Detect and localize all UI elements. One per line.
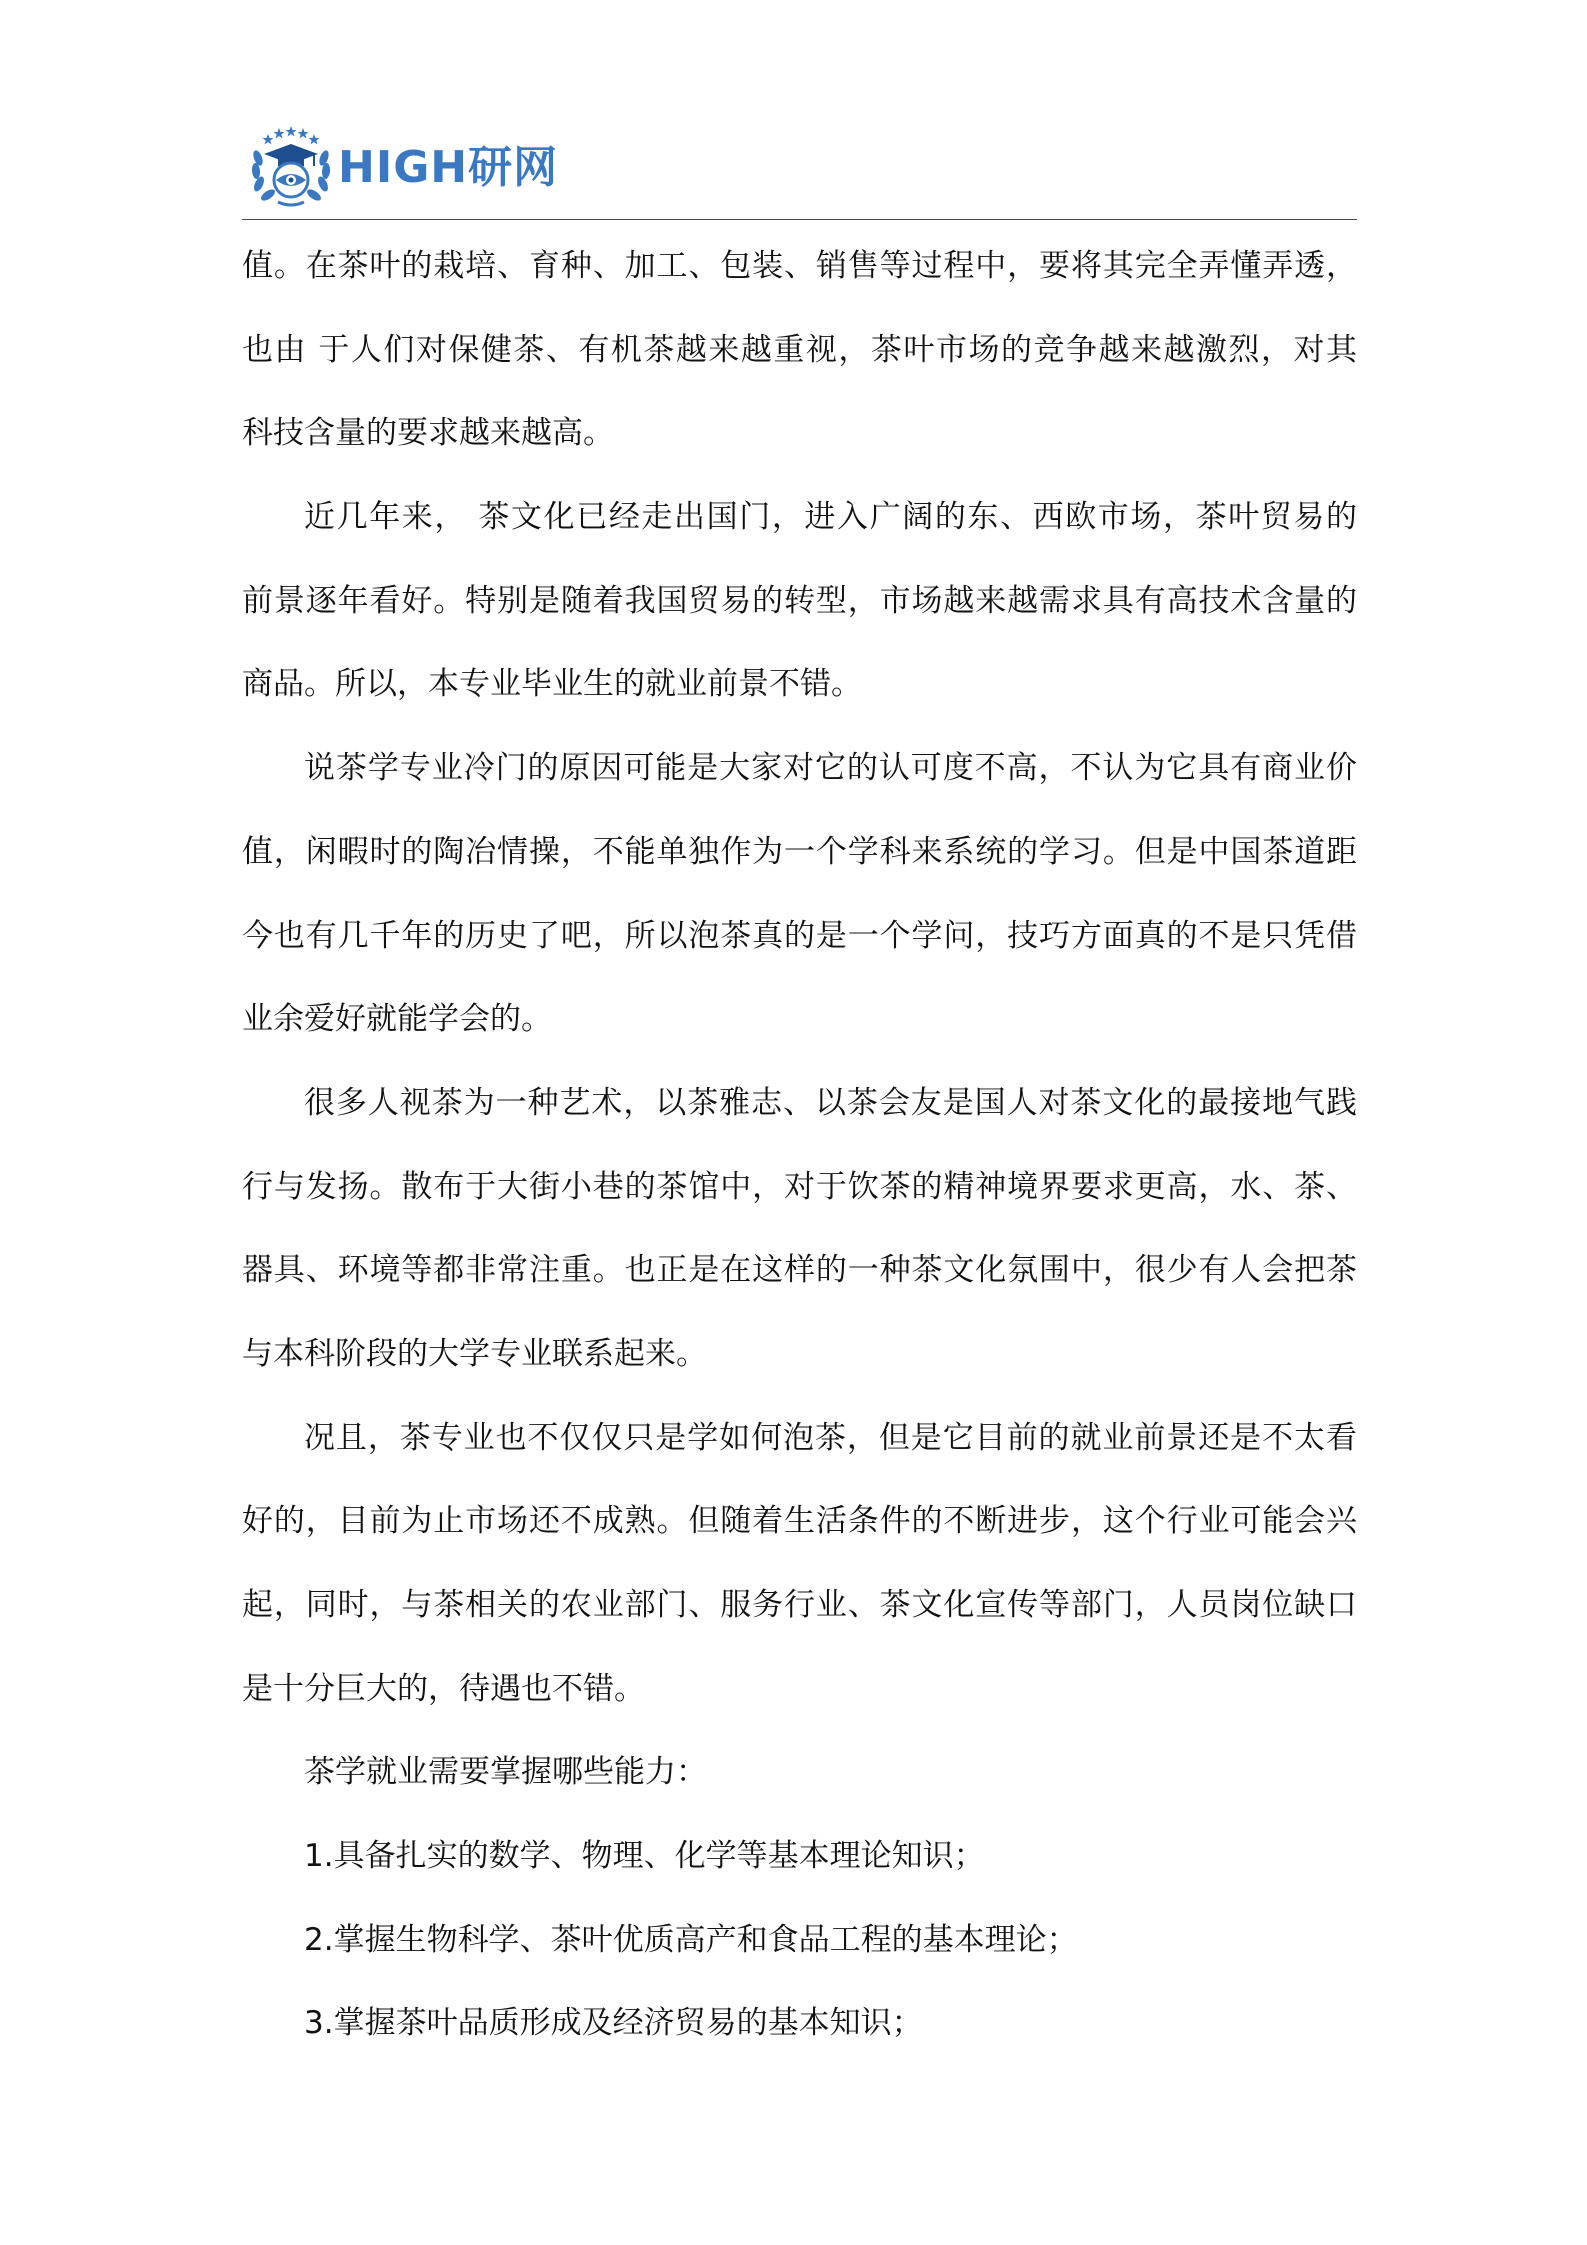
logo-text: HIGH研网 (338, 142, 558, 193)
list-item: 2.掌握生物科学、茶叶优质高产和食品工程的基本理论； (304, 1921, 1078, 1958)
text-line: 值，闲暇时的陶冶情操，不能单独作为一个学科来系统的学习。但是中国茶道距 (242, 833, 1357, 870)
text-line: 与本科阶段的大学专业联系起来。 (242, 1335, 707, 1372)
text-line: 近几年来， 茶文化已经走出国门，进入广阔的东、西欧市场，茶叶贸易的 (304, 499, 1357, 536)
text-line: 好的，目前为止市场还不成熟。但随着生活条件的不断进步，这个行业可能会兴 (242, 1503, 1357, 1540)
stars-icon (263, 126, 320, 145)
list-heading: 茶学就业需要掌握哪些能力： (304, 1754, 707, 1791)
text-line: 业余爱好就能学会的。 (242, 1001, 552, 1038)
text-line: 今也有几千年的历史了吧，所以泡茶真的是一个学问，技巧方面真的不是只凭借 (242, 917, 1357, 954)
eye-icon (274, 163, 308, 197)
paragraph (242, 1397, 1357, 1732)
text-line: 很多人视茶为一种艺术，以茶雅志、以茶会友是国人对茶文化的最接地气践 (304, 1084, 1357, 1121)
paragraph (242, 476, 1357, 727)
text-line: 前景逐年看好。特别是随着我国贸易的转型，市场越来越需求具有高技术含量的 (242, 582, 1357, 619)
list-item: 3.掌握茶叶品质形成及经济贸易的基本知识； (304, 2005, 923, 2042)
text-line: 值。在茶叶的栽培、育种、加工、包装、销售等过程中，要将其完全弄懂弄透， (242, 248, 1357, 284)
header-divider (242, 219, 1357, 220)
paragraph (242, 1731, 1357, 2066)
text-line: 科技含量的要求越来越高。 (242, 415, 614, 452)
list-item: 1.具备扎实的数学、物理、化学等基本理论知识； (304, 1838, 985, 1875)
document-body (242, 225, 1357, 2066)
paragraph (242, 1062, 1357, 1397)
paragraph (242, 727, 1357, 1062)
text-line: 行与发扬。散布于大街小巷的茶馆中，对于饮茶的精神境界要求更高，水、茶、 (242, 1168, 1357, 1205)
paragraph (242, 225, 1357, 476)
text-line: 起，同时，与茶相关的农业部门、服务行业、茶文化宣传等部门，人员岗位缺口 (242, 1587, 1357, 1623)
text-line: 商品。所以，本专业毕业生的就业前景不错。 (242, 666, 862, 703)
site-logo (238, 116, 558, 212)
text-line: 也由 于人们对保健茶、有机茶越来越重视，茶叶市场的竞争越来越激烈，对其 (242, 331, 1357, 368)
text-line: 器具、环境等都非常注重。也正是在这样的一种茶文化氛围中，很少有人会把茶 (242, 1252, 1357, 1289)
text-line: 是十分巨大的，待遇也不错。 (242, 1670, 645, 1707)
text-line: 说茶学专业冷门的原因可能是大家对它的认可度不高，不认为它具有商业价 (304, 750, 1357, 787)
text-line: 况且，茶专业也不仅仅只是学如何泡茶，但是它目前的就业前景还是不太看 (304, 1419, 1357, 1456)
